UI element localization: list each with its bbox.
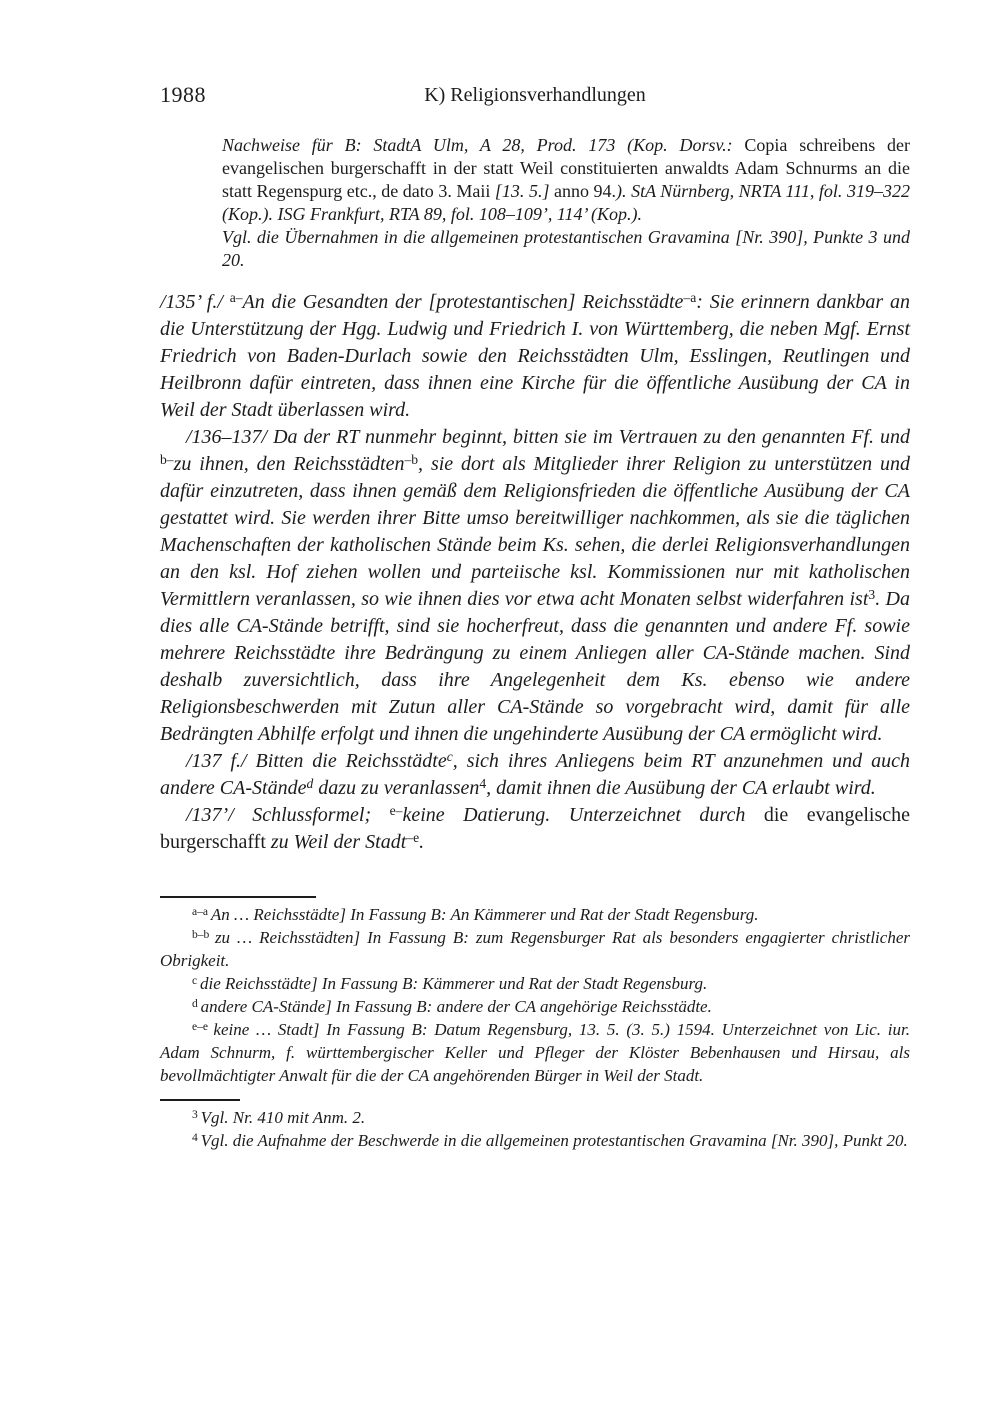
text-segment: . Da dies alle CA-Stände betrifft, sind sie hocherfreut, dass die genannten und andere Ff. sowie mehrere Reichsstädte ihre Bedrängung zu einem Anliegen aller CA-Stände machen. Sind deshalb zuversichtlich, dass ihre Angelegenheit dem Ks. ebenso wie andere Religionsbeschwerden mit Zutun aller CA-Stände so vorgebracht wird, damit für alle Bedrängten Abhilfe erfolgt und ihnen die ungehinderte Ausübung der CA ermöglicht wird. xyxy=(160,588,910,745)
text-block xyxy=(160,82,910,1152)
text-segment: dazu zu veranlassen xyxy=(313,777,480,799)
apparatus-separator-rule xyxy=(160,896,316,898)
paragraph xyxy=(160,1129,910,1152)
paragraph xyxy=(160,1106,910,1129)
superscript-note-marker: –b xyxy=(404,451,419,467)
text-segment: keine Datierung. Unterzeichnet durch xyxy=(402,804,764,826)
superscript-note-marker: c xyxy=(192,973,201,987)
superscript-note-marker: 4 xyxy=(192,1130,201,1144)
text-segment: Copia schreibens der evangelischen burgerschafft in der statt Weil constituierten anwaldts Adam Schnurms an die statt Regenspurg etc., de dato 3. Maii xyxy=(222,135,910,201)
paragraph xyxy=(222,226,910,272)
text-segment: zu ihnen, den Reichsstädten xyxy=(173,453,405,475)
paragraph xyxy=(160,1018,910,1087)
text-segment: /137 f./ Bitten die Reichsstädte xyxy=(186,750,447,772)
text-segment: /135’ f./ xyxy=(160,291,230,313)
text-segment: zu … Reichsstädten] In Fassung B: zum Regensburger Rat als besonders engagierter christlicher Obrigkeit. xyxy=(160,928,910,970)
text-segment: /137’/ Schlussformel; xyxy=(186,804,390,826)
superscript-note-marker: 3 xyxy=(868,586,876,602)
superscript-note-marker: d xyxy=(192,996,201,1010)
superscript-note-marker: a–a xyxy=(192,904,211,918)
text-segment: . xyxy=(419,831,425,853)
superscript-note-marker: a– xyxy=(229,289,243,305)
superscript-note-marker: c xyxy=(446,748,453,764)
text-segment: , sich ihres Anliegens beim RT anzunehmen und auch andere CA-Stände xyxy=(160,750,910,799)
text-segment: , sie dort als Mitglieder ihrer Religion zu unterstützen und dafür einzutreten, dass ihnen gemäß dem Religionsfrieden die öffentliche Ausübung der CA gestattet wird. Sie werden ihrer Bitte umso bereitwilliger nachkommen, als sie die täglichen Machenschaften der katholischen Stände beim Ks. sehen, die derlei Religionsverhandlungen an den ksl. Hof ziehen wollen und parteiische ksl. Kommissionen nur mit katholischen Vermittlern veranlassen, so wie ihnen dies vor etwa acht Monaten selbst widerfahren ist xyxy=(160,453,910,610)
paragraph xyxy=(160,802,910,856)
running-head xyxy=(160,82,910,112)
text-segment: ). StA Nürnberg, NRTA 111, fol. 319–322 (Kop.). ISG Frankfurt, RTA 89, fol. 108–109’, 114’ (Kop.). xyxy=(222,181,910,224)
text-segment: die Reichsstädte] In Fassung B: Kämmerer und Rat der Stadt Regensburg. xyxy=(200,974,708,993)
commentary-footnotes xyxy=(160,1106,910,1152)
paragraph xyxy=(160,748,910,802)
superscript-note-marker: –e xyxy=(406,829,420,845)
text-segment: keine … Stadt] In Fassung B: Datum Regensburg, 13. 5. (3. 5.) 1594. Unterzeichnet von Lic. iur. Adam Schnurm, f. württembergischer Keller und Pfleger der Klöster Bebenhausen und Hirsau, als bevollmächtigter Anwalt für die der CA angehörenden Bürger in Weil der Stadt. xyxy=(160,1020,910,1085)
superscript-note-marker: b– xyxy=(160,451,174,467)
text-segment: , damit ihnen die Ausübung der CA erlaubt wird. xyxy=(486,777,876,799)
paragraph xyxy=(160,289,910,424)
superscript-note-marker: b–b xyxy=(192,927,215,941)
superscript-note-marker: e– xyxy=(389,802,403,818)
text-segment: Vgl. die Übernahmen in die allgemeinen protestantischen Gravamina [Nr. 390], Punkte 3 und 20. xyxy=(222,227,910,270)
commentary-separator-rule xyxy=(160,1099,240,1101)
headnote-archival-references xyxy=(222,134,910,272)
superscript-note-marker: e–e xyxy=(192,1019,214,1033)
superscript-note-marker: 4 xyxy=(479,775,487,791)
paragraph xyxy=(160,903,910,926)
text-segment: An … Reichsstädte] In Fassung B: An Kämmerer und Rat der Stadt Regensburg. xyxy=(210,905,759,924)
text-segment: anno 94. xyxy=(554,181,617,201)
text-segment: /136–137/ Da der RT nunmehr beginnt, bitten sie im Vertrauen zu den genannten Ff. und xyxy=(186,426,910,448)
text-segment: [13. 5.] xyxy=(494,181,554,201)
superscript-note-marker: d xyxy=(306,775,314,791)
text-segment: Vgl. Nr. 410 mit Anm. 2. xyxy=(200,1108,366,1127)
superscript-note-marker: –a xyxy=(683,289,697,305)
text-segment: andere CA-Stände] In Fassung B: andere der CA angehörige Reichsstädte. xyxy=(200,997,712,1016)
text-segment: Nachweise für B: StadtA Ulm, A 28, Prod. 173 (Kop. Dorsv.: xyxy=(222,135,745,155)
document-summary-body xyxy=(160,289,910,856)
text-segment: An die Gesandten der [protestantischen] Reichsstädte xyxy=(242,291,684,313)
paragraph xyxy=(222,134,910,226)
critical-apparatus-footnotes xyxy=(160,903,910,1087)
paragraph xyxy=(160,926,910,972)
paragraph xyxy=(160,972,910,995)
text-segment: zu Weil der Stadt xyxy=(270,831,407,853)
paragraph xyxy=(160,995,910,1018)
page-number: 1988 xyxy=(160,82,206,107)
running-header-title: K) Religionsverhandlungen xyxy=(424,84,646,106)
text-segment: : Sie erinnern dankbar an die Unterstützung der Hgg. Ludwig und Friedrich I. von Württemberg, die neben Mgf. Ernst Friedrich von Baden-Durlach sowie den Reichsstädten Ulm, Esslingen, Reutlingen und Heilbronn dafür eintreten, dass ihnen eine Kirche für die öffentliche Ausübung der CA in Weil der Stadt überlassen wird. xyxy=(160,291,911,421)
paragraph xyxy=(160,424,910,748)
superscript-note-marker: 3 xyxy=(192,1107,201,1121)
text-segment: Vgl. die Aufnahme der Beschwerde in die allgemeinen protestantischen Gravamina [Nr. 390], Punkt 20. xyxy=(200,1131,908,1150)
text-segment: die evangelische burgerschafft xyxy=(160,804,911,853)
